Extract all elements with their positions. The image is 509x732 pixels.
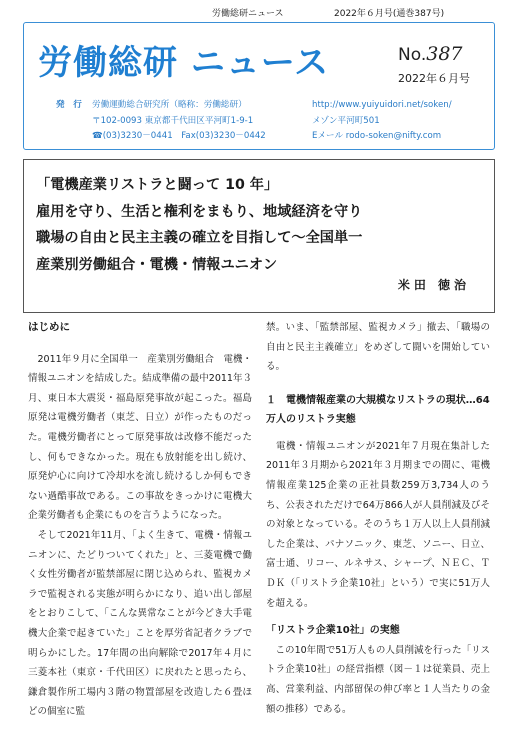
publisher-phone: ☎(03)3230－0441 Fax(03)3230－0442 xyxy=(92,131,266,141)
publisher-address: 〒102-0093 東京都千代田区平河町1-9-1 xyxy=(92,115,254,126)
issue-number xyxy=(398,43,463,65)
publisher-info xyxy=(56,98,452,145)
running-header-title: 労働総研ニュース xyxy=(212,9,284,19)
running-header xyxy=(0,6,509,20)
article-column-right xyxy=(266,318,490,719)
article-paragraph: そして2021年11月、「よく生きて、電機・情報ユニオンに、たどりついてくれた」と、三菱電機で働く女性労働者が監禁部屋に閉じ込められ、監視カメラで監視される実態が明らかになり、追い出し部屋をとおりこして、「こんな異常なことが今どき大手電機大企業で起きていた」ことを厚労省記者クラブで明らかにした。17年間の出向解除で2017年４月に三菱本社（東京・千代田区）に戻れたと思ったら、鎌倉製作所工場内３階の物置部屋を改造した６畳ほどの個室に監 xyxy=(28,529,252,718)
issue-number-value: 387 xyxy=(426,43,463,65)
issue-date: 2022年６月号 xyxy=(398,72,470,85)
article-paragraph: 禁。いま、「監禁部屋、監視カメラ」撤去、「職場の自由と民主主義確立」をめざして闘いを開始している。 xyxy=(266,322,490,373)
running-header-issue: 2022年６月号(通巻387号) xyxy=(334,9,445,19)
publisher-building: メゾン平河町501 xyxy=(312,115,380,126)
article-column-left xyxy=(28,318,252,722)
masthead xyxy=(23,22,495,150)
article-paragraph: 電機・情報ユニオンが2021年７月現在集計した2011年３月期から2021年３月期までの間に、電機情報産業125企業の正社員数259万3,734人のうち、公表されただけで64万866人が人員削減及びその対象となっている。そのうち１万人以上人員削減した企業は、パナソニック、東芝、ソニー、日立、富士通、リコー、ルネサス、シャープ、ＮＥＣ、ＴＤＫ（「リストラ企業10社」という）で実に51万人を超える。 xyxy=(266,440,490,609)
publisher-email[interactable]: Eメール rodo-soken@nifty.com xyxy=(312,131,442,141)
lead-title-line: 雇用を守り、生活と権利をまもり、地域経済を守り xyxy=(36,203,363,220)
lead-title-line: 産業別労働組合・電機・情報ユニオン xyxy=(36,256,278,273)
lead-title-line: 職場の自由と民主主義の確立を目指して～全国単一 xyxy=(36,230,363,246)
intro-heading: はじめに xyxy=(28,321,70,333)
lead-article-box xyxy=(23,159,495,313)
website-link[interactable]: http://www.yuiyuidori.net/soken/ xyxy=(312,100,452,110)
sub-heading: 「リストラ企業10社」の実態 xyxy=(266,625,400,637)
issue-prefix: No. xyxy=(398,45,427,65)
publisher-label: 発 行 xyxy=(56,100,82,110)
article-paragraph: 2011年９月に全国単一 産業別労働組合 電機・情報ユニオンを結成した。結成準備の最中2011年３月、東日本大震災・福島原発事故が起こった。福島原発は電機労働者（東芝、日立）が作ったものだった。電機労働者にとって原発事故は改修不能だったし、何もできなかった。現在も放射能を出し続け、原発炉心に向けて冷却水を流し続けるしか何もできない過酷事故である。この事故をきっかけに電機大企業労働者も企業にものを言うようになった。 xyxy=(28,353,252,522)
lead-title xyxy=(36,172,362,278)
article-paragraph: この10年間で51万人もの人員削減を行った「リストラ企業10社」の経営指標（図－１は従業員、売上高、営業利益、内部留保の伸び率と１人当たりの金額の推移）である。 xyxy=(266,644,490,715)
publisher-name: 労働運動総合研究所（略称：労働総研） xyxy=(92,100,247,110)
section-heading: １ 電機情報産業の大規模なリストラの現状…64万人のリストラ実態 xyxy=(266,394,490,425)
lead-title-line: 「電機産業リストラと闘って 10 年」 xyxy=(36,177,279,193)
newsletter-title: 労働総研 ニュース xyxy=(38,43,330,83)
author-name: 米田 徳治 xyxy=(397,278,470,292)
